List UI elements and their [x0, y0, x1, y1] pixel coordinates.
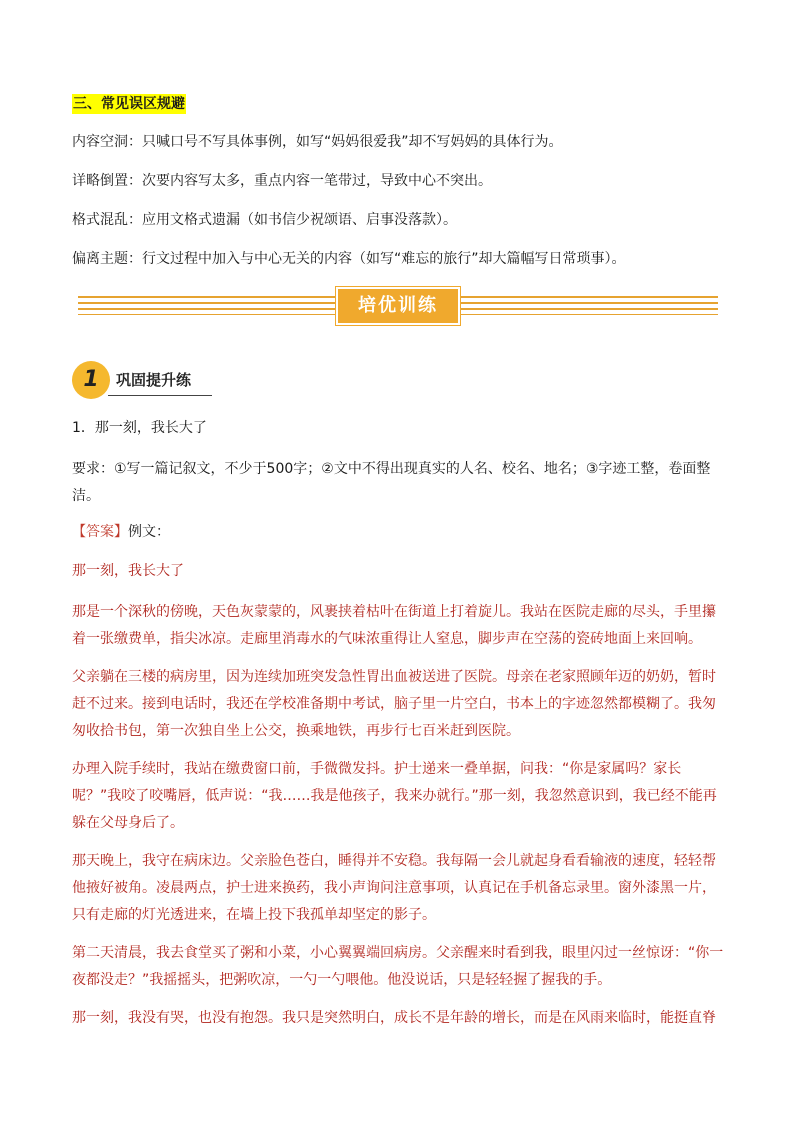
misconception-item: 偏离主题：行文过程中加入与中心无关的内容（如写“难忘的旅行”却大篇幅写日常琐事）。	[72, 251, 626, 267]
essay-paragraph: 第二天清晨，我去食堂买了粥和小菜，小心翼翼端回病房。父亲醒来时看到我，眼里闪过一丝惊讶：“你一夜都没走？”我摇摇头，把粥吹凉，一勺一勺喂他。他没说话，只是轻轻握了握我的手。	[72, 945, 724, 988]
training-banner	[72, 287, 724, 327]
answer-line	[72, 521, 724, 543]
essay-paragraph: 那是一个深秋的傍晚，天色灰蒙蒙的，风裹挟着枯叶在街道上打着旋儿。我站在医院走廊的尽头，手里攥着一张缴费单，指尖冰凉。走廊里消毒水的气味浓重得让人窒息，脚步声在空荡的瓷砖地面上来回响。	[72, 604, 716, 647]
essay-paragraph: 那天晚上，我守在病床边。父亲脸色苍白，睡得并不安稳。我每隔一会儿就起身看看输液的速度，轻轻帮他掖好被角。凌晨两点，护士进来换药，我小声询问注意事项，认真记在手机备忘录里。窗外漆黑一片，只有走廊的灯光透进来，在墙上投下我孤单却坚定的影子。	[72, 853, 716, 923]
practice-label: 巩固提升练	[116, 371, 192, 389]
section-heading: 三、常见误区规避	[73, 96, 185, 112]
question-title: 1．那一刻，我长大了	[72, 420, 207, 436]
heading-underline	[108, 395, 212, 396]
question-requirement: 要求：①写一篇记叙文，不少于500字；②文中不得出现真实的人名、校名、地名；③字迹工整，卷面整洁。	[72, 461, 711, 504]
practice-heading	[72, 355, 724, 399]
answer-tag: 【答案】	[72, 524, 128, 540]
practice-number: 1	[83, 367, 99, 392]
misconception-item: 内容空洞：只喊口号不写具体事例，如写“妈妈很爱我”却不写妈妈的具体行为。	[72, 134, 563, 150]
misconception-item: 格式混乱：应用文格式遗漏（如书信少祝颂语、启事没落款）。	[72, 212, 457, 228]
banner-title: 培优训练	[336, 287, 460, 325]
page-content	[72, 94, 724, 1043]
misconception-item: 详略倒置：次要内容写太多，重点内容一笔带过，导致中心不突出。	[72, 173, 492, 189]
essay-paragraph: 父亲躺在三楼的病房里，因为连续加班突发急性胃出血被送进了医院。母亲在老家照顾年迈的奶奶，暂时赶不过来。接到电话时，我还在学校准备期中考试，脑子里一片空白，书本上的字迹忽然都模糊了。我匆匆收拾书包，第一次独自坐上公交，换乘地铁，再步行七百米赶到医院。	[72, 669, 716, 739]
essay-paragraph: 那一刻，我没有哭，也没有抱怨。我只是突然明白，成长不是年龄的增长，而是在风雨来临时，能挺直脊	[72, 1010, 716, 1026]
answer-intro: 例文：	[128, 524, 170, 540]
essay-title: 那一刻，我长大了	[72, 563, 184, 579]
essay-paragraph: 办理入院手续时，我站在缴费窗口前，手微微发抖。护士递来一叠单据，问我：“你是家属吗？家长呢？”我咬了咬嘴唇，低声说：“我……我是他孩子，我来办就行。”那一刻，我忽然意识到，我已经不能再躲在父母身后了。	[72, 761, 717, 831]
